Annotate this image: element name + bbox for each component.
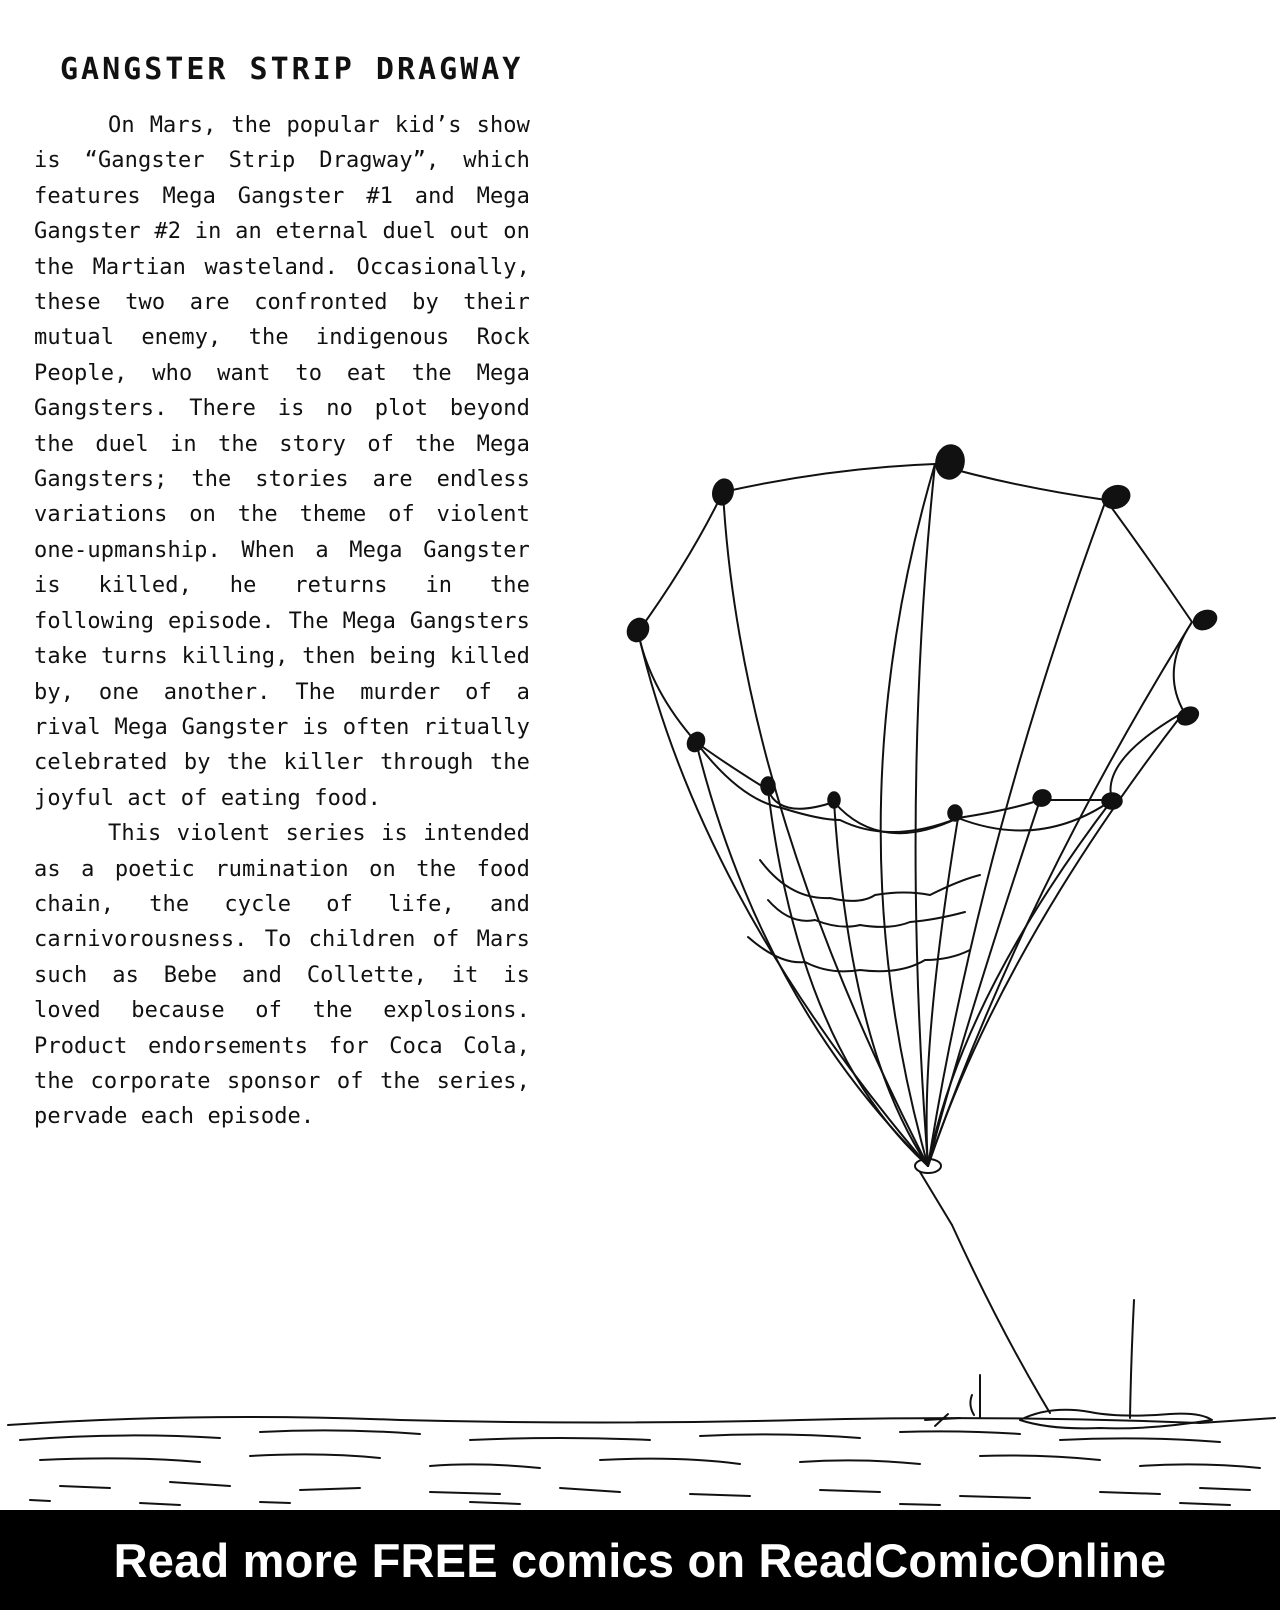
page-title: GANGSTER STRIP DRAGWAY <box>60 52 524 87</box>
balloon-8 <box>761 777 775 795</box>
line-m <box>928 800 1040 1166</box>
tether-line <box>952 1225 1050 1413</box>
hub-tail <box>920 1172 952 1225</box>
article-paragraph-1: On Mars, the popular kid’s show is “Gangster Strip Dragway”, which features Mega Gangster #1 and Mega Gangster #2 in an eternal duel out on the Martian wasteland. Occasionally, these two are confronted by their mutual enemy, the indigenous Rock People, who want to eat the Mega Gangsters. There is no plot beyond the duel in the story of the Mega Gangsters; the stories are endless variations on the theme of violent one-upmanship. When a Mega Gangster is killed, he returns in the following episode. The Mega Gangsters take turns killing, then being killed by, one another. The murder of a rival Mega Gangster is often ritually celebrated by the killer through the joyful act of eating food. <box>34 113 530 811</box>
ground-debris <box>925 1414 960 1426</box>
horizon-line <box>8 1417 1275 1425</box>
line-c <box>881 464 935 1166</box>
promo-banner[interactable] <box>0 1510 1280 1610</box>
ground-stroke-2 <box>700 1431 1220 1442</box>
line-b <box>638 632 928 1166</box>
line-f <box>928 622 1192 1166</box>
small-figure <box>970 1375 980 1418</box>
mast <box>1130 1300 1134 1418</box>
balloon-11 <box>1031 787 1053 808</box>
ground-stroke-6 <box>690 1488 1250 1498</box>
canopy-rim <box>638 464 1192 833</box>
ground-stroke-1 <box>20 1430 650 1440</box>
promo-banner-text[interactable]: Read more FREE comics on ReadComicOnline <box>113 1533 1167 1587</box>
line-a <box>723 492 928 1166</box>
net-row-1 <box>696 742 1112 832</box>
balloon-9 <box>828 792 840 808</box>
ground-stroke-7 <box>30 1500 1230 1505</box>
net-row-3 <box>768 900 965 927</box>
ground-stroke-4 <box>800 1456 1260 1469</box>
balloon-6 <box>1174 704 1201 729</box>
ground-stroke-5 <box>60 1482 620 1494</box>
balloon-4 <box>1190 607 1219 633</box>
ground-stroke-3 <box>40 1454 740 1468</box>
line-d <box>916 464 935 1166</box>
line-h <box>928 800 1112 1166</box>
balloon-2 <box>933 443 966 481</box>
line-g <box>928 712 1184 1166</box>
balloon-10 <box>948 805 962 821</box>
article-paragraph-2: This violent series is intended as a poetic rumination on the food chain, the cycle of life, and carnivorousness. To children of Mars such as Bebe and Collette, it is loved because of the explosions. Product endorsements for Coca Cola, the corporate sponsor of the series, pervade each episode. <box>34 821 530 1130</box>
balloon-12 <box>1102 793 1122 809</box>
balloon-1 <box>710 477 736 507</box>
